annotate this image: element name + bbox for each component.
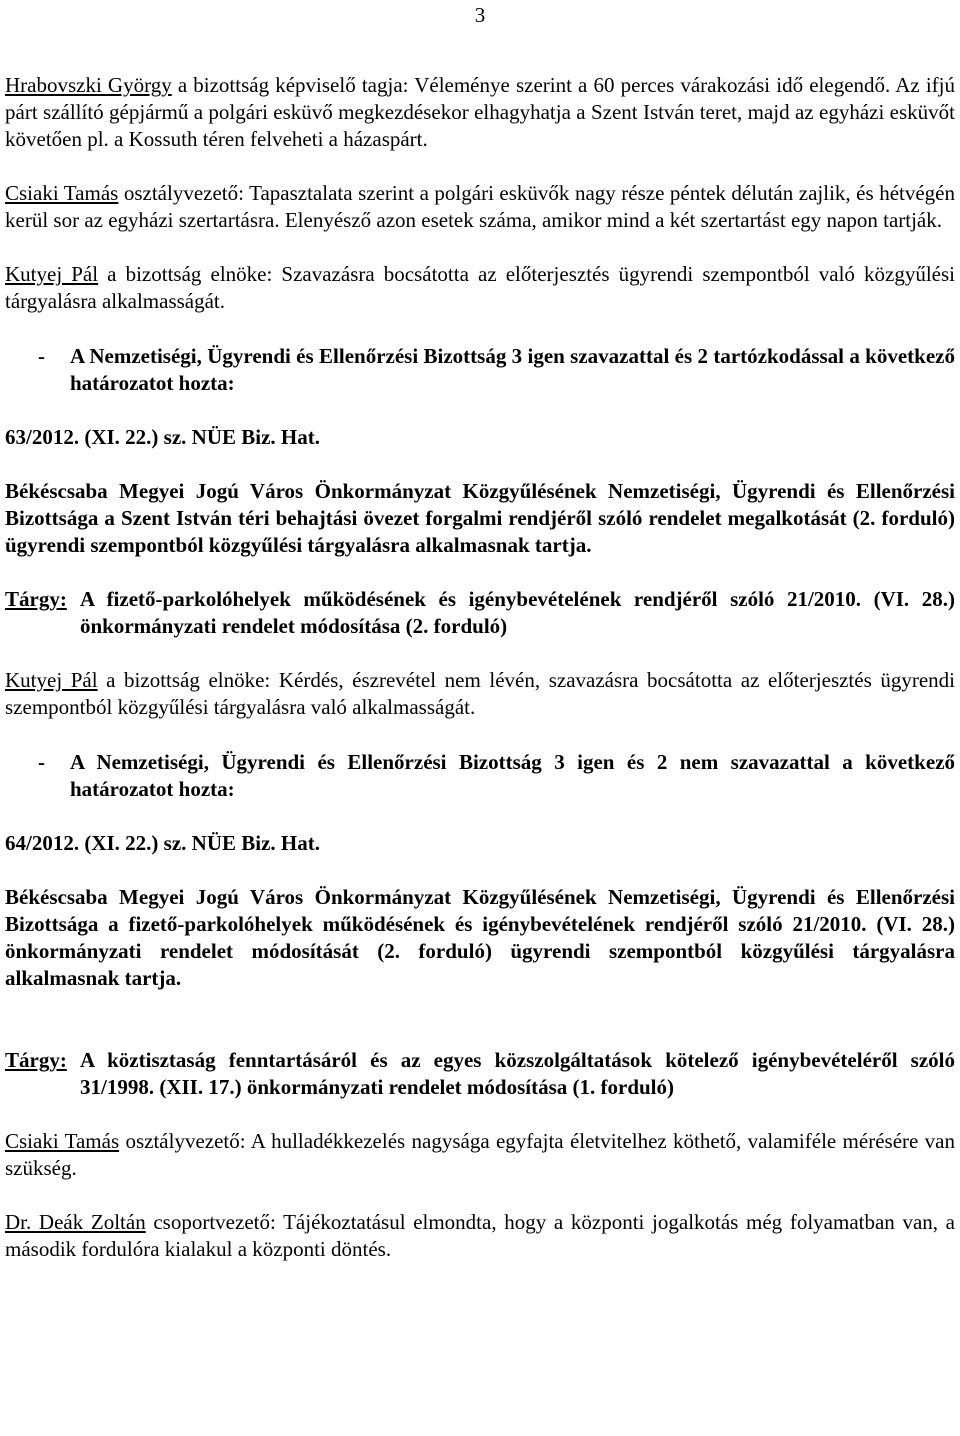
paragraph-kutyej-2 xyxy=(5,667,955,721)
subject-text: A köztisztaság fenntartásáról és az egyes közszolgáltatások kötelező igénybevételéről szóló 31/1998. (XII. 17.) önkormányzati rendelet módosítása (1. forduló) xyxy=(80,1048,955,1099)
speaker-name: Kutyej Pál xyxy=(5,668,98,692)
paragraph-kutyej-1 xyxy=(5,261,955,315)
vote-result-2 xyxy=(5,749,955,803)
paragraph-text: a bizottság képviselő tagja: Véleménye szerint a 60 perces várakozási idő elegendő. Az ifjú párt szállító gépjármű a polgári esküvő megkezdésekor elhagyhatja a Szent István teret, majd az egyházi esküvőt követően pl. a Kossuth téren felveheti a házaspárt. xyxy=(5,73,955,151)
vote-text: A Nemzetiségi, Ügyrendi és Ellenőrzési Bizottság 3 igen és 2 nem szavazattal a következő határozatot hozta: xyxy=(70,750,955,801)
vote-text: A Nemzetiségi, Ügyrendi és Ellenőrzési Bizottság 3 igen szavazattal és 2 tartózkodással a következő határozatot hozta: xyxy=(70,344,955,395)
paragraph-csiaki-1 xyxy=(5,180,955,234)
resolution-number-2: 64/2012. (XI. 22.) sz. NÜE Biz. Hat. xyxy=(5,831,320,855)
subject-label: Tárgy: xyxy=(5,587,67,611)
paragraph-text: osztályvezető: Tapasztalata szerint a polgári esküvők nagy része péntek délután zajlik, és hétvégén kerül sor az egyházi szertartásra. Elenyésző azon esetek száma, amikor mind a két szertartást egy napon tartják. xyxy=(5,181,955,232)
paragraph-hrabovszki xyxy=(5,72,955,153)
agenda-subject-2 xyxy=(5,1047,955,1101)
paragraph-text: csoportvezető: Tájékoztatásul elmondta, hogy a központi jogalkotás még folyamatban van, a második fordulóra kialakul a központi döntés. xyxy=(5,1210,956,1261)
resolution-text-2: Békéscsaba Megyei Jogú Város Önkormányzat Közgyűlésének Nemzetiségi, Ügyrendi és Ellenőrzési Bizottsága a fizető-parkolóhelyek működésének és igénybevételének rendjéről szóló 21/2010. (VI. 28.) önkormányzati rendelet módosítását (2. forduló) ügyrendi szempontból közgyűlési tárgyalásra alkalmasnak tartja. xyxy=(5,885,955,990)
paragraph-deak xyxy=(5,1209,955,1263)
speaker-name: Csiaki Tamás xyxy=(5,181,119,205)
agenda-subject-1 xyxy=(5,586,955,640)
page-number: 3 xyxy=(474,3,486,27)
resolution-text-1: Békéscsaba Megyei Jogú Város Önkormányzat Közgyűlésének Nemzetiségi, Ügyrendi és Ellenőrzési Bizottsága a Szent István téri behajtási övezet forgalmi rendjéről szóló rendelet megalkotását (2. forduló) ügyrendi szempontból közgyűlési tárgyalásra alkalmasnak tartja. xyxy=(5,479,955,557)
subject-text: A fizető-parkolóhelyek működésének és igénybevételének rendjéről szóló 21/2010. (VI. 28.) önkormányzati rendelet módosítása (2. forduló) xyxy=(80,587,955,638)
speaker-name: Hrabovszki György xyxy=(5,73,172,97)
vote-result-1 xyxy=(5,343,955,397)
document-body xyxy=(5,72,955,1263)
speaker-name: Kutyej Pál xyxy=(5,262,99,286)
list-dash: - xyxy=(38,344,45,368)
list-dash: - xyxy=(38,750,45,774)
paragraph-text: a bizottság elnöke: Szavazásra bocsátotta az előterjesztés ügyrendi szempontból való közgyűlési tárgyalásra alkalmasságát. xyxy=(5,262,955,313)
subject-label: Tárgy: xyxy=(5,1048,67,1072)
speaker-name: Csiaki Tamás xyxy=(5,1129,120,1153)
speaker-name: Dr. Deák Zoltán xyxy=(5,1210,146,1234)
paragraph-csiaki-2 xyxy=(5,1128,955,1182)
resolution-number-1: 63/2012. (XI. 22.) sz. NÜE Biz. Hat. xyxy=(5,425,320,449)
paragraph-text: osztályvezető: A hulladékkezelés nagysága egyfajta életvitelhez köthető, valamiféle mérésére van szükség. xyxy=(5,1129,955,1180)
paragraph-text: a bizottság elnöke: Kérdés, észrevétel nem lévén, szavazásra bocsátotta az előterjesztés ügyrendi szempontból közgyűlési tárgyalásra való alkalmasságát. xyxy=(5,668,955,719)
